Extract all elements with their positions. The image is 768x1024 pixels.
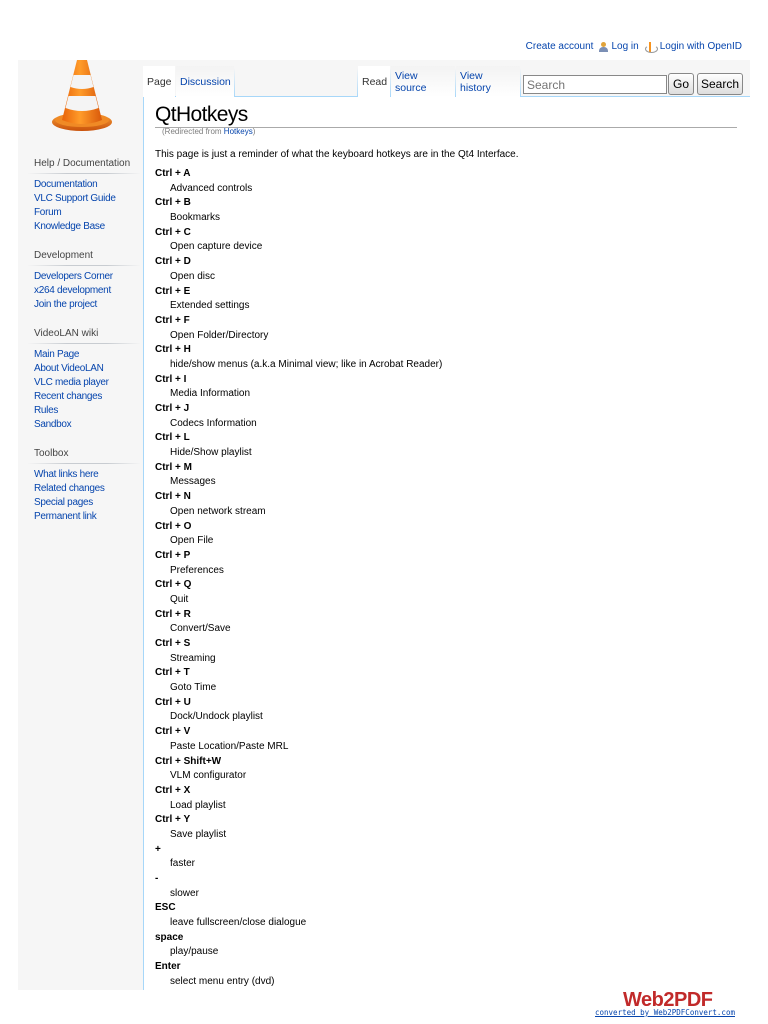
sidebar-portal xyxy=(28,250,140,312)
hotkey-key: Ctrl + D xyxy=(155,256,191,268)
sidebar-list xyxy=(28,348,140,432)
personal-tools xyxy=(526,41,742,52)
hotkey-key: Ctrl + B xyxy=(155,197,191,209)
hotkey-action: Extended settings xyxy=(170,300,250,312)
sidebar-portal xyxy=(28,328,140,432)
hotkey-action: Media Information xyxy=(170,388,251,400)
hotkey-action: play/pause xyxy=(170,946,219,958)
hotkey-action: Open File xyxy=(170,535,214,547)
tab-page-label: Page xyxy=(147,75,172,88)
sidebar-item-what-links-here[interactable]: What links here xyxy=(34,469,99,480)
hotkey-action: hide/show menus (a.k.a Minimal view; like in Acrobat Reader) xyxy=(170,358,443,370)
hotkey-key: Ctrl + Y xyxy=(155,814,191,826)
hotkey-key: Ctrl + H xyxy=(155,344,191,356)
sidebar-item-developers-corner[interactable]: Developers Corner xyxy=(34,271,113,282)
sidebar-list xyxy=(28,468,140,524)
hotkey-key: Ctrl + Q xyxy=(155,579,192,591)
hotkey-list xyxy=(155,167,715,990)
go-button[interactable]: Go xyxy=(668,73,694,95)
user-icon xyxy=(599,42,608,52)
sidebar-item-rules[interactable]: Rules xyxy=(34,405,59,416)
log-in-link[interactable]: Log in xyxy=(611,41,639,52)
sidebar-heading: Toolbox xyxy=(28,448,140,464)
openid-item[interactable] xyxy=(645,41,742,52)
redirect-prefix: (Redirected from xyxy=(162,127,224,136)
web2pdf-logo-b: PDF xyxy=(673,989,713,1011)
tab-discussion[interactable] xyxy=(176,66,234,97)
hotkey-key: Ctrl + V xyxy=(155,726,191,738)
hotkey-action: select menu entry (dvd) xyxy=(170,975,275,987)
hotkey-action: VLM configurator xyxy=(170,770,247,782)
hotkey-action: Paste Location/Paste MRL xyxy=(170,740,289,752)
hotkey-action: Hide/Show playlist xyxy=(170,447,252,459)
hotkey-key: Ctrl + R xyxy=(155,608,191,620)
sidebar-item-related-changes[interactable]: Related changes xyxy=(34,483,105,494)
sidebar-list xyxy=(28,178,140,234)
hotkey-key: Ctrl + X xyxy=(155,784,191,796)
tab-separator xyxy=(520,68,521,97)
login-item[interactable] xyxy=(599,41,638,52)
tab-separator xyxy=(234,68,235,97)
search-input[interactable] xyxy=(523,75,667,94)
tab-read-label: Read xyxy=(362,75,388,88)
converted-by-link[interactable]: converted by Web2PDFConvert.com xyxy=(595,1008,735,1017)
hotkey-key: Ctrl + C xyxy=(155,226,191,238)
sidebar-list xyxy=(28,270,140,312)
hotkey-key: + xyxy=(155,843,161,855)
sidebar-item-documentation[interactable]: Documentation xyxy=(34,179,98,190)
tab-view-source[interactable] xyxy=(391,66,455,97)
web2pdf-badge[interactable] xyxy=(595,988,751,1018)
sidebar-item-special-pages[interactable]: Special pages xyxy=(34,497,93,508)
hotkey-key: Ctrl + P xyxy=(155,549,191,561)
sidebar-portal xyxy=(28,448,140,524)
sidebar-heading: Help / Documentation xyxy=(28,158,140,174)
hotkey-action: Open network stream xyxy=(170,505,266,517)
hotkey-key: Ctrl + J xyxy=(155,403,190,414)
hotkey-action: Load playlist xyxy=(170,799,226,811)
web2pdf-logo-a: Web2 xyxy=(623,989,674,1011)
sidebar xyxy=(28,158,140,540)
create-account-link[interactable]: Create account xyxy=(525,41,594,52)
sidebar-item-sandbox[interactable]: Sandbox xyxy=(34,419,72,430)
sidebar-item-join-the-project[interactable]: Join the project xyxy=(34,299,98,310)
vlc-cone-icon xyxy=(46,58,118,134)
redirect-notice xyxy=(162,127,255,136)
hotkey-action: Save playlist xyxy=(170,828,227,840)
vlc-cone-logo[interactable] xyxy=(46,58,118,134)
tab-view-history-label: View history xyxy=(460,69,491,94)
hotkey-action: Dock/Undock playlist xyxy=(170,711,263,723)
hotkey-key: Ctrl + O xyxy=(155,520,192,532)
openid-icon xyxy=(645,42,657,52)
hotkey-action: Messages xyxy=(170,476,216,488)
hotkey-action: Quit xyxy=(170,593,189,605)
sidebar-item-recent-changes[interactable]: Recent changes xyxy=(34,391,103,402)
hotkey-action: slower xyxy=(170,887,199,899)
hotkey-action: Bookmarks xyxy=(170,212,221,224)
sidebar-item-main-page[interactable]: Main Page xyxy=(34,349,80,360)
hotkey-key: Ctrl + L xyxy=(155,432,190,444)
hotkey-key: Ctrl + A xyxy=(155,168,191,179)
tab-view-source-label: View source xyxy=(395,69,427,94)
hotkey-key: space xyxy=(155,931,184,943)
page-title: QtHotkeys xyxy=(155,103,248,126)
hotkey-key: ESC xyxy=(155,902,176,914)
login-openid-link[interactable]: Login with OpenID xyxy=(659,41,742,52)
sidebar-item-x264-development[interactable]: x264 development xyxy=(34,285,111,296)
hotkey-action: Codecs Information xyxy=(170,417,257,429)
sidebar-item-knowledge-base[interactable]: Knowledge Base xyxy=(34,221,105,232)
redirect-link[interactable]: Hotkeys xyxy=(223,127,253,136)
sidebar-portal xyxy=(28,158,140,234)
hotkey-key: Ctrl + M xyxy=(155,461,192,473)
hotkey-action: faster xyxy=(170,858,196,870)
hotkey-action: Streaming xyxy=(170,652,216,664)
sidebar-item-vlc-support-guide[interactable]: VLC Support Guide xyxy=(34,193,116,204)
hotkey-action: Open Folder/Directory xyxy=(170,329,269,341)
hotkey-key: Ctrl + Shift+W xyxy=(155,755,222,767)
tab-discussion-label: Discussion xyxy=(180,75,231,88)
sidebar-item-permanent-link[interactable]: Permanent link xyxy=(34,511,97,522)
sidebar-item-forum[interactable]: Forum xyxy=(34,207,62,218)
hotkey-key: Ctrl + T xyxy=(155,667,190,679)
hotkey-action: Open disc xyxy=(170,270,216,282)
intro-paragraph: This page is just a reminder of what the keyboard hotkeys are in the Qt4 Interface. xyxy=(155,149,519,160)
hotkey-key: Ctrl + N xyxy=(155,491,191,503)
tab-view-history[interactable] xyxy=(456,66,520,97)
tab-page[interactable] xyxy=(143,66,175,97)
hotkey-action: leave fullscreen/close dialogue xyxy=(170,917,307,929)
sidebar-item-vlc-media-player[interactable]: VLC media player xyxy=(34,377,109,388)
hotkey-key: Ctrl + I xyxy=(155,373,187,385)
hotkey-key: - xyxy=(155,873,159,884)
hotkey-action: Advanced controls xyxy=(170,182,253,194)
hotkey-action: Open capture device xyxy=(170,241,263,253)
hotkey-key: Enter xyxy=(155,961,181,973)
hotkey-key: Ctrl + F xyxy=(155,314,190,326)
sidebar-heading: Development xyxy=(28,250,140,266)
hotkey-action: Preferences xyxy=(170,564,224,576)
search-button[interactable]: Search xyxy=(697,73,743,95)
tab-read[interactable] xyxy=(358,66,390,97)
hotkey-key: Ctrl + S xyxy=(155,638,191,649)
sidebar-heading: VideoLAN wiki xyxy=(28,328,140,344)
hotkey-action: Goto Time xyxy=(170,682,217,694)
redirect-suffix: ) xyxy=(252,127,256,136)
hotkey-key: Ctrl + E xyxy=(155,285,191,297)
hotkey-key: Ctrl + U xyxy=(155,696,191,708)
hotkey-action: Convert/Save xyxy=(170,623,231,635)
sidebar-item-about-videolan[interactable]: About VideoLAN xyxy=(34,363,104,374)
